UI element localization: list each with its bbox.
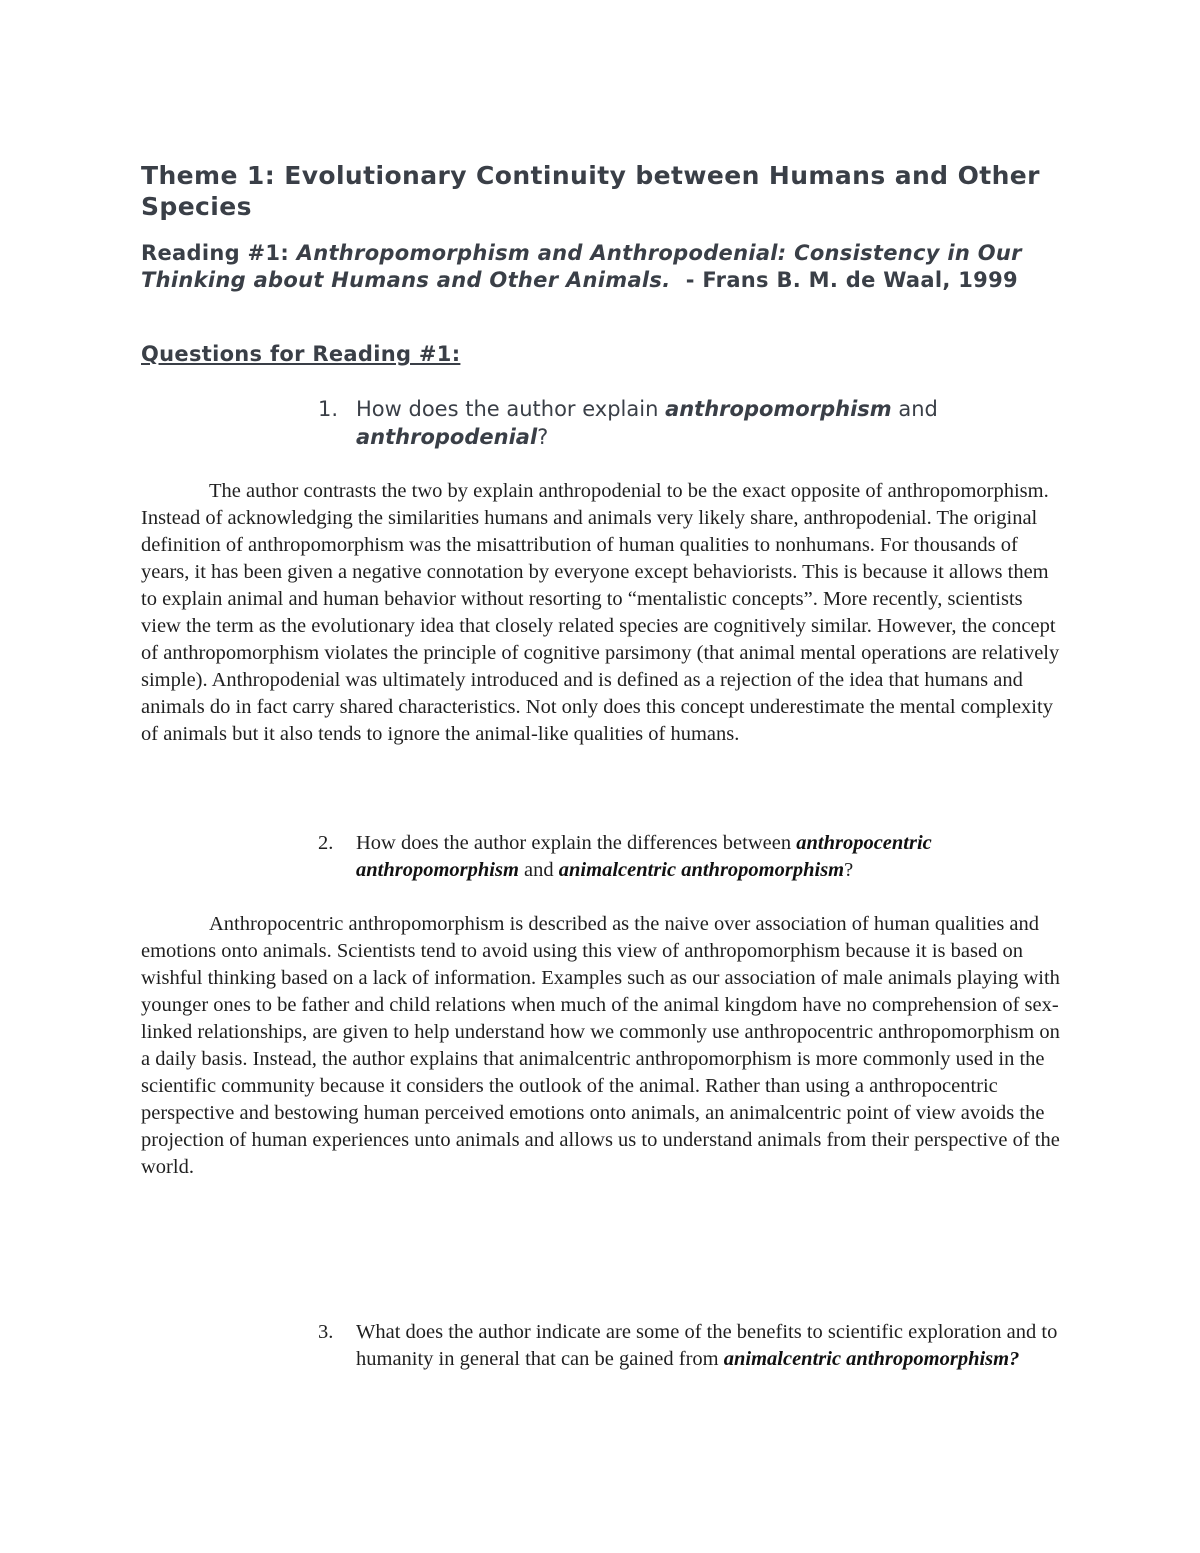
question-text-part: How does the author explain the differences between [356, 832, 797, 854]
question-number: 1. [318, 397, 339, 421]
question-text-part: How does the author explain [356, 397, 666, 421]
question-number: 2. [318, 832, 334, 854]
question-text [356, 830, 1058, 884]
reading-author: - Frans B. M. de Waal, 1999 [685, 268, 1018, 292]
answer-1: The author contrasts the two by explain anthropodenial to be the exact opposite of anthropomorphism. Instead of acknowledging the similarities humans and animals very likely share, anthropodenial. The original definition of anthropomorphism was the misattribution of human qualities to nonhumans. For thousands of years, it has been given a negative connotation by everyone except behaviorists. This is because it allows them to explain animal and human behavior without resorting to “mentalistic concepts”. More recently, scientists view the term as the evolutionary idea that closely related species are cognitively similar. However, the concept of anthropomorphism violates the principle of cognitive parsimony (that animal mental operations are relatively simple). Anthropodenial was ultimately introduced and is defined as a rejection of the idea that humans and animals do in fact carry shared characteristics. Not only does this concept underestimate the mental complexity of animals but it also tends to ignore the animal-like qualities of humans. [141, 480, 1060, 745]
question-text-part: ? [537, 425, 549, 449]
questions-heading: Questions for Reading #1: [141, 342, 461, 366]
question-emphasis: animalcentric anthropomorphism [558, 859, 845, 881]
question-2 [318, 830, 1058, 884]
question-text-part: and [518, 859, 559, 881]
answer-2: Anthropocentric anthropomorphism is described as the naive over association of human qualities and emotions onto animals. Scientists tend to avoid using this view of anthropomorphism because it is based on wishful thinking based on a lack of information. Examples such as our association of male animals playing with younger ones to be father and child relations when much of the animal kingdom have no comprehension of sex-linked relationships, are given to help understand how we commonly use anthropocentric anthropomorphism on a daily basis. Instead, the author explains that animalcentric anthropomorphism is more commonly used in the scientific community because it considers the outlook of the animal. Rather than using a anthropocentric perspective and bestowing human perceived emotions onto animals, an animalcentric point of view avoids the projection of human experiences unto animals and allows us to understand animals from their perspective of the world. [141, 913, 1060, 1178]
question-emphasis: animalcentric anthropomorphism? [723, 1348, 1020, 1370]
question-text [356, 395, 1038, 451]
question-text [356, 1319, 1058, 1373]
reading-citation [141, 240, 1071, 294]
question-emphasis: anthropodenial [356, 425, 538, 449]
question-number: 3. [318, 1321, 334, 1343]
question-3 [318, 1319, 1058, 1373]
question-text-part: ? [844, 859, 854, 881]
question-emphasis: anthropomorphism [665, 397, 892, 421]
question-emphasis: anthropocentric anthropomorphism [356, 832, 932, 881]
question-text-part: and [891, 397, 938, 421]
reading-label: Reading #1: [141, 241, 290, 265]
page-title: Theme 1: Evolutionary Continuity between Humans and Other Species [141, 161, 1040, 221]
question-1 [318, 395, 1038, 451]
reading-work-title: Anthropomorphism and Anthropodenial: Consistency in Our Thinking about Humans and Other Animals. [141, 241, 1022, 292]
question-text-part: What does the author indicate are some of the benefits to scientific exploration and to humanity in general that can be gained from [356, 1321, 1058, 1370]
